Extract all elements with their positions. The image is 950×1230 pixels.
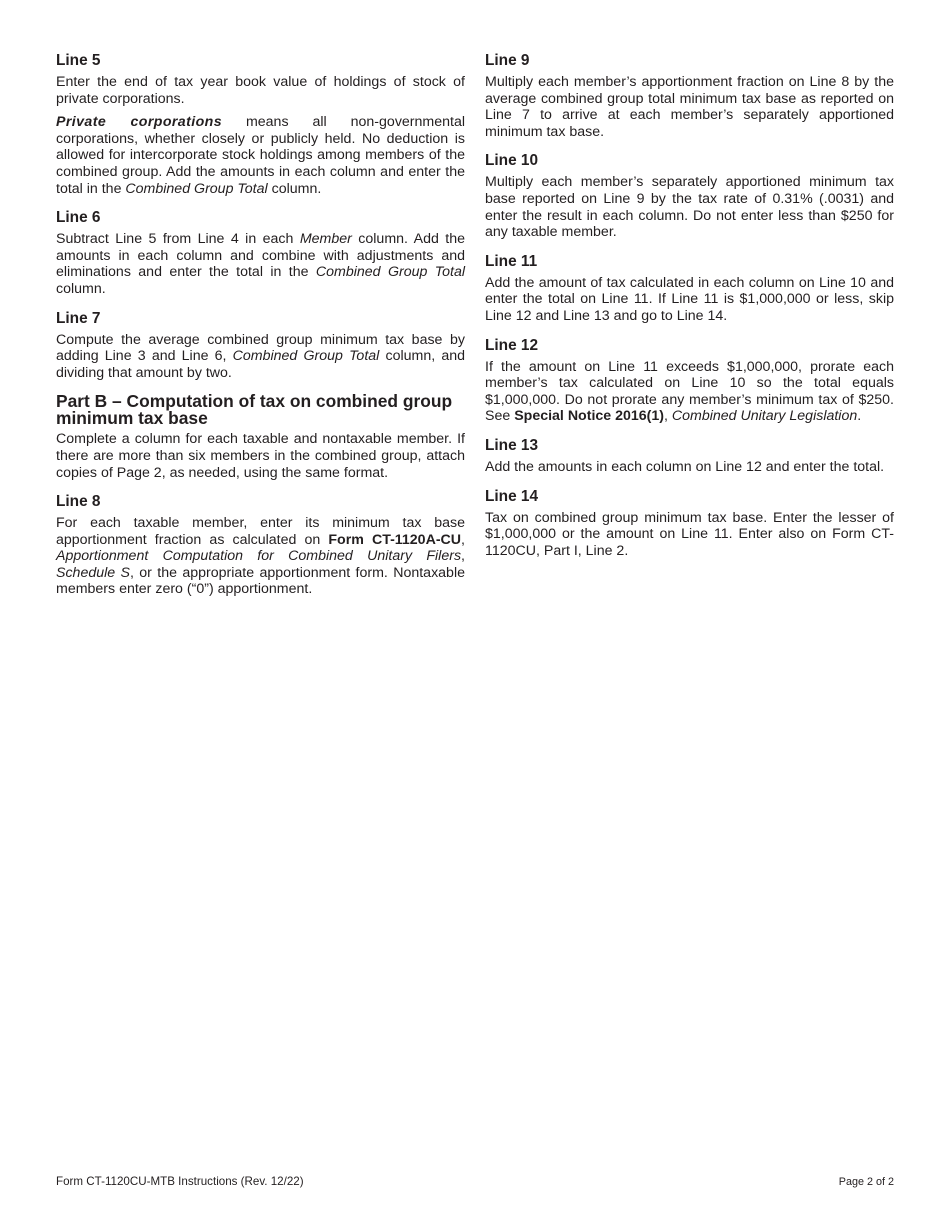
line-11-text: Add the amount of tax calculated in each column on Line 10 and enter the total on Line 11. If Line 11 is $1,000,000 or less, skip Line 12 and Line 13 and go to Line 14.: [485, 274, 894, 324]
line-8-heading: Line 8: [56, 493, 101, 511]
line-13-heading: Line 13: [485, 436, 539, 454]
line-5-text: Enter the end of tax year book value of holdings of stock of private corporations.: [56, 74, 465, 107]
section-line-13: [485, 437, 894, 476]
line-12-heading: Line 12: [485, 336, 539, 354]
left-column: [56, 52, 465, 610]
section-line-8: [56, 493, 465, 598]
right-column: [485, 52, 894, 571]
line-14-heading: Line 14: [485, 487, 539, 505]
line-5-heading: Line 5: [56, 52, 101, 69]
line-9-heading: Line 9: [485, 52, 530, 69]
part-b-heading: Part B – Computation of tax on combined group minimum tax base: [56, 391, 453, 429]
line-9-text: Multiply each member’s apportionment fraction on Line 8 by the average combined group total minimum tax base as reported on Line 7 to arrive at each member’s separately apportioned minimum tax base.: [485, 74, 894, 140]
section-line-11: [485, 253, 894, 325]
private-corporations-term: Private corporations: [56, 114, 222, 131]
footer-form-title: Form CT-1120CU-MTB Instructions (Rev. 12/22): [56, 1175, 304, 1188]
line-14-text: Tax on combined group minimum tax base. Enter the lesser of $1,000,000 or the amount on Line 11. Enter also on Form CT-1120CU, Part I, Line 2.: [485, 509, 894, 559]
line-6-heading: Line 6: [56, 209, 101, 227]
line-12-text: If the amount on Line 11 exceeds $1,000,000, prorate each member’s tax calculated on Line 10 so the total equals $1,000,000. Do not prorate any member’s minimum tax of $250. See Special Notice 2016(1), Combined Unitary Legislation.: [485, 358, 894, 425]
form-ct-1120a-cu-reference: Form CT-1120A-CU: [328, 531, 462, 548]
special-notice-reference: Special Notice 2016(1): [514, 408, 665, 425]
footer-page-number: Page 2 of 2: [838, 1176, 894, 1188]
section-line-9: [485, 52, 894, 140]
section-line-12: [485, 337, 894, 425]
line-10-text: Multiply each member’s separately apportioned minimum tax base reported on Line 9 by the tax rate of 0.31% (.0031) and enter the result in each column. Do not enter less than $250 for any taxable member.: [485, 174, 894, 241]
section-line-5: [56, 52, 465, 197]
line-7-text: Compute the average combined group minimum tax base by adding Line 3 and Line 6, Combined Group Total column, and dividing that amount by two.: [56, 331, 465, 381]
line-8-text: For each taxable member, enter its minimum tax base apportionment fraction as calculated on Form CT-1120A-CU, Apportionment Computation for Combined Unitary Filers, Schedule S, or the appropriate apportionment form. Nontaxable members enter zero (“0”) apportionment.: [56, 515, 465, 598]
section-line-6: [56, 209, 465, 297]
part-b-text: Complete a column for each taxable and nontaxable member. If there are more than six members in the combined group, attach copies of Page 2, as needed, using the same format.: [56, 431, 465, 481]
section-part-b: [56, 393, 465, 481]
section-line-10: [485, 152, 894, 240]
line-10-heading: Line 10: [485, 152, 539, 170]
section-line-7: [56, 310, 465, 382]
line-13-text: Add the amounts in each column on Line 12 and enter the total.: [485, 458, 885, 475]
section-line-14: [485, 488, 894, 560]
line-6-text: Subtract Line 5 from Line 4 in each Member column. Add the amounts in each column and combine with adjustments and eliminations and enter the total in the Combined Group Total column.: [56, 231, 466, 297]
line-5-private-corporations-text: Private corporations means all non-governmental corporations, whether closely or publicly held. No deduction is allowed for intercorporate stock holdings among members of the combined group. Add the amounts in each column and enter the total in the Combined Group Total column.: [56, 114, 465, 197]
line-11-heading: Line 11: [485, 252, 538, 270]
line-7-heading: Line 7: [56, 309, 101, 327]
